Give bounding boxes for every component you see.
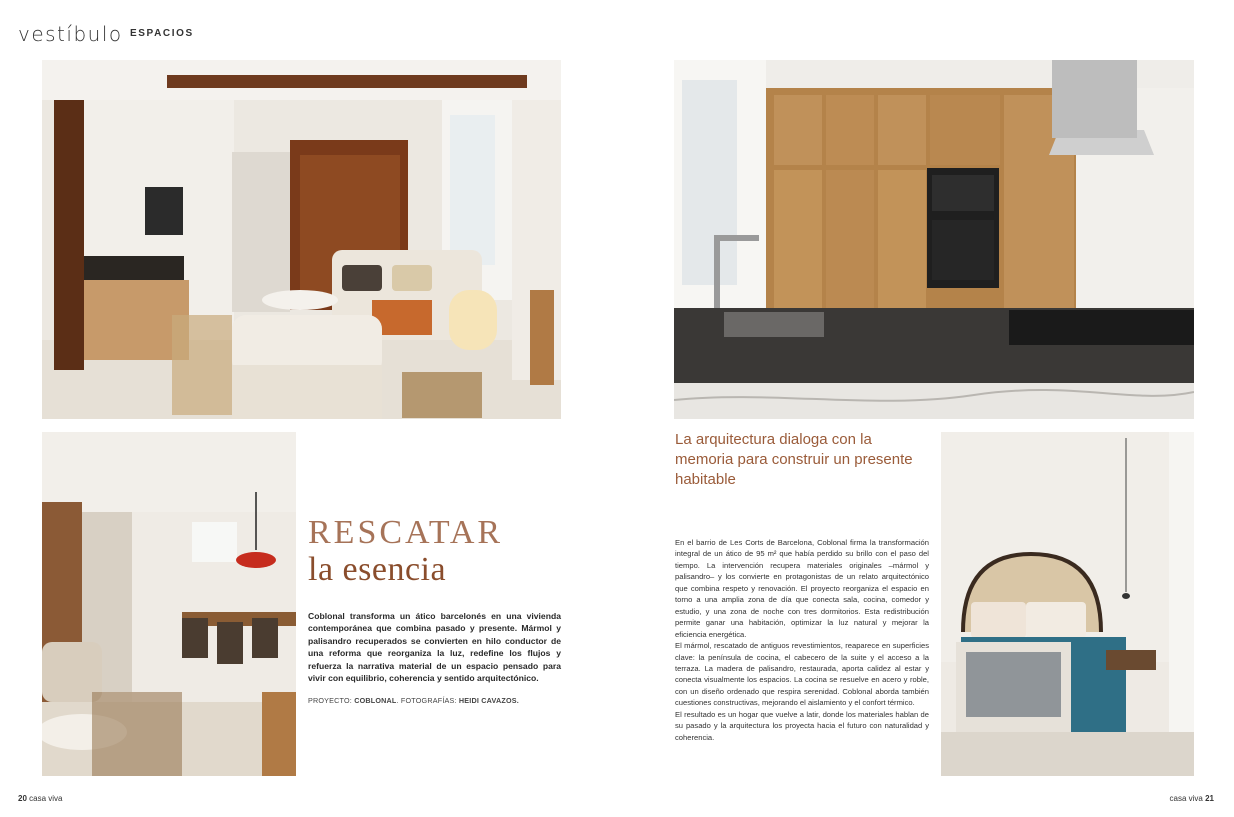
credits-project-label: PROYECTO: [308,696,355,705]
headline-line-2: la esencia [308,551,447,588]
body-text [675,537,929,743]
section-subtitle: ESPACIOS [130,28,194,39]
section-title: vestíbulo [18,22,123,46]
page-number-left: 20 [18,794,27,803]
credits-photo-label: . FOTOGRAFÍAS: [396,696,459,705]
kitchen-photo [674,60,1194,419]
intro-paragraph: Coblonal transforma un ático barcelonés en una vivienda contemporánea que combina pasado y presente. Mármol y palisandro recuperados se convierten en hilo conductor de una reforma que reorganiza la luz, redefine los flujos y refuerza la narrativa material de un espacio pensado para vivir con equilibrio, coherencia y sentido arquitectónico. [308,611,561,684]
dining-room-photo [42,432,296,776]
credits-line [308,696,519,705]
body-paragraph: El resultado es un hogar que vuelve a latir, donde los materiales hablan de su pasado y la arquitectura los proyecta hacia el futuro con naturalidad y coherencia. [675,709,929,742]
body-paragraph: En el barrio de Les Corts de Barcelona, Coblonal firma la transformación integral de un ático de 95 m² que había perdido su brillo con el paso del tiempo. La intervención recupera materiales originales –mármol y palisandro– y los convierte en protagonistas de un relato arquitectónico que combina respeto y renovación. El proyecto reorganiza el espacio en torno a una amplia zona de día que conecta sala, cocina, comedor y estudio, y una zona de noche con tres dormitorios. Esta redistribución permite ganar una habitación, optimizar la luz natural y mejorar la eficiencia energética. [675,538,929,639]
living-room-photo [42,60,561,419]
credits-project-name: COBLONAL [354,696,397,705]
folio-left [18,794,62,803]
body-paragraph: El mármol, rescatado de antiguos revestimientos, reaparece en superficies clave: la península de cocina, el cabecero de la suite y el acceso a la terraza. La madera de palisandro, restaurada, aporta calidez al estar y conecta visualmente los espacios. La cocina se resuelve en acero y roble, con un diseño ordenado que respira serenidad. Coblonal aborda también cuestiones constructivas, mejorando el aislamiento y el confort térmico. [675,641,929,708]
page-number-right: 21 [1205,794,1214,803]
folio-right [1170,794,1214,803]
magazine-name-left: casa viva [26,794,63,803]
credits-photographer: HEIDI CAVAZOS. [458,696,519,705]
bedroom-photo [941,432,1194,776]
magazine-name-right: casa viva [1169,794,1206,803]
headline-line-1: RESCATAR [308,514,504,551]
pull-quote: La arquitectura dialoga con la memoria para construir un presente habitable [675,431,913,488]
